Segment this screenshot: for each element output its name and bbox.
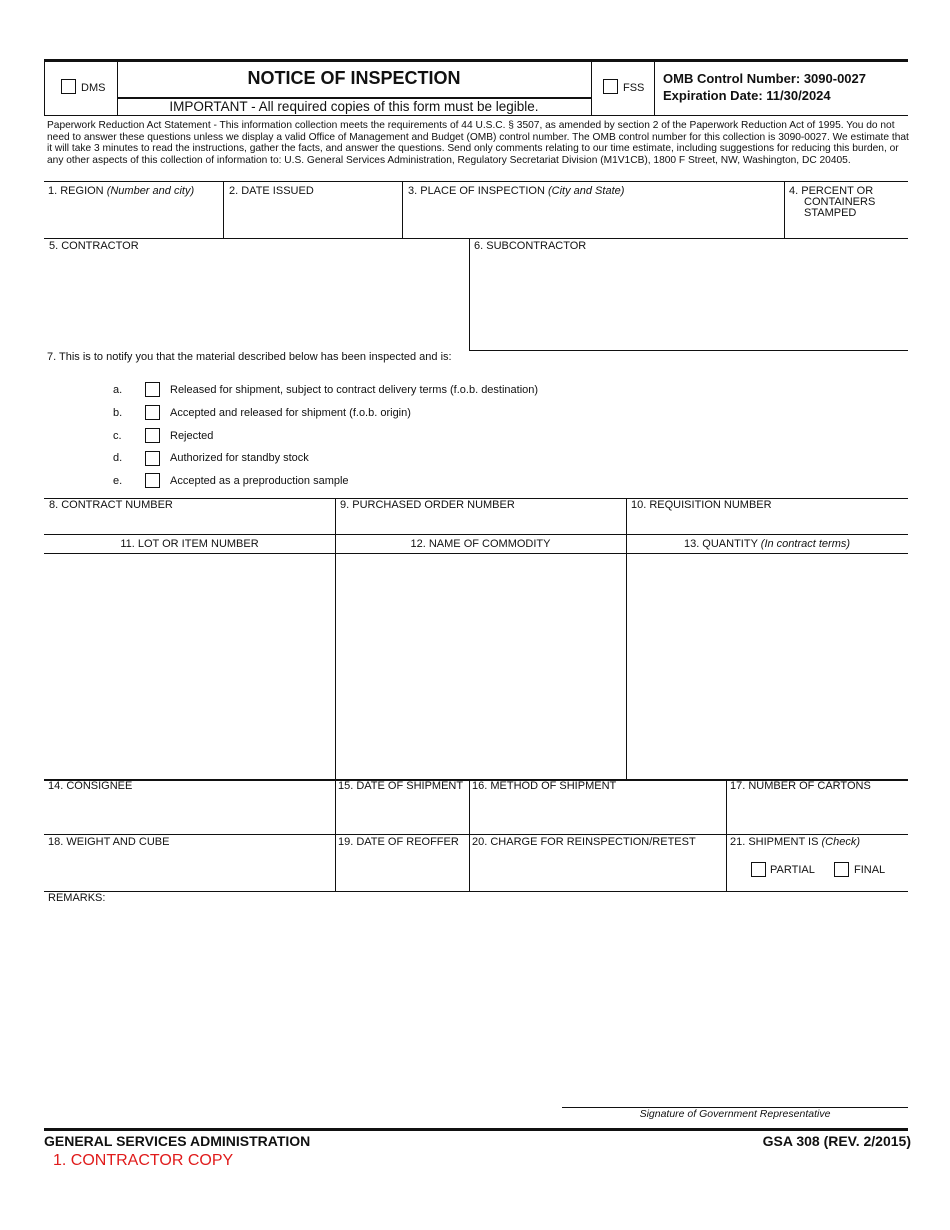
field-2-date-issued-input[interactable]: [224, 198, 401, 237]
field-1-region-label: 1. REGION (Number and city): [48, 185, 195, 197]
option-checkbox[interactable]: [145, 428, 160, 443]
option-letter: c.: [113, 430, 122, 442]
field-2-date-issued-label: 2. DATE ISSUED: [229, 185, 314, 197]
remarks-input[interactable]: [45, 906, 907, 1101]
field-19-reoffer-date-label: 19. DATE OF REOFFER: [338, 836, 459, 848]
field-10-requisition-input[interactable]: [627, 512, 907, 533]
field-10-requisition-label: 10. REQUISITION NUMBER: [631, 499, 772, 511]
option-letter: a.: [113, 384, 123, 396]
row3-bottom-rule: [44, 534, 908, 535]
form-number: GSA 308 (REV. 2/2015): [762, 1133, 911, 1149]
field-17-cartons-input[interactable]: [727, 794, 907, 833]
legibility-notice: IMPORTANT - All required copies of this form must be legible.: [169, 99, 539, 114]
field-8-contract-number-label: 8. CONTRACT NUMBER: [49, 499, 173, 511]
field-6-subcontractor-input[interactable]: [470, 254, 907, 349]
field-15-ship-date-label: 15. DATE OF SHIPMENT: [338, 780, 464, 792]
field-6-subcontractor-label: 6. SUBCONTRACTOR: [474, 240, 587, 252]
copy-designation: 1. CONTRACTOR COPY: [53, 1152, 234, 1169]
option-text: Accepted as a preproduction sample: [170, 475, 349, 487]
field-4-percent-label-1: 4. PERCENT OR: [789, 185, 874, 197]
column-11-lot-item-header: 11. LOT OR ITEM NUMBER: [120, 538, 259, 550]
header-divider-3: [654, 60, 655, 116]
option-letter: b.: [113, 407, 123, 419]
final-checkbox[interactable]: [834, 862, 849, 877]
column-13-quantity-header: 13. QUANTITY (In contract terms): [683, 538, 851, 550]
remarks-label: REMARKS:: [48, 892, 106, 904]
field-18-weight-cube-input[interactable]: [45, 850, 334, 890]
signature-label: Signature of Government Representative: [639, 1108, 831, 1120]
field-21-shipment-label: 21. SHIPMENT IS (Check): [730, 836, 861, 848]
option-checkbox[interactable]: [145, 473, 160, 488]
column-12-commodity-input[interactable]: [336, 555, 625, 778]
field-9-purchase-order-input[interactable]: [336, 512, 625, 533]
field-3-place-label: 3. PLACE OF INSPECTION (City and State): [408, 185, 625, 197]
field-3-place-input[interactable]: [403, 198, 783, 237]
partial-label: PARTIAL: [770, 864, 815, 876]
column-11-lot-item-input[interactable]: [45, 555, 334, 778]
option-checkbox[interactable]: [145, 405, 160, 420]
dms-label: DMS: [81, 82, 106, 94]
table-header-rule: [44, 553, 908, 554]
field-9-purchase-order-label: 9. PURCHASED ORDER NUMBER: [340, 499, 515, 511]
header-divider-2: [591, 60, 592, 116]
omb-control-number: OMB Control Number: 3090-0027: [663, 71, 866, 86]
row2-bottom-rule: [469, 350, 908, 351]
dms-checkbox[interactable]: [61, 79, 76, 94]
field-14-consignee-input[interactable]: [45, 794, 334, 833]
form-title: NOTICE OF INSPECTION: [247, 68, 461, 88]
row4-bottom-rule: [44, 834, 908, 835]
field-1-region-input[interactable]: [45, 198, 222, 237]
field-15-ship-date-input[interactable]: [336, 794, 468, 833]
field-19-reoffer-date-input[interactable]: [336, 850, 468, 890]
field-18-weight-cube-label: 18. WEIGHT AND CUBE: [48, 836, 170, 848]
top-border: [44, 59, 908, 62]
row1-bottom-rule: [44, 238, 908, 239]
header-left-edge: [44, 60, 45, 116]
field-16-ship-method-label: 16. METHOD OF SHIPMENT: [472, 780, 617, 792]
column-13-quantity-input[interactable]: [627, 555, 907, 778]
row1-top-rule: [44, 181, 908, 182]
field-14-consignee-label: 14. CONSIGNEE: [48, 780, 133, 792]
option-text: Rejected: [170, 430, 214, 442]
option-text: Accepted and released for shipment (f.o.b. origin): [170, 407, 411, 419]
partial-checkbox[interactable]: [751, 862, 766, 877]
option-letter: e.: [113, 475, 123, 487]
fss-checkbox[interactable]: [603, 79, 618, 94]
field-20-charge-label: 20. CHARGE FOR REINSPECTION/RETEST: [472, 836, 696, 848]
column-12-commodity-header: 12. NAME OF COMMODITY: [410, 538, 551, 550]
agency-name: GENERAL SERVICES ADMINISTRATION: [44, 1133, 311, 1149]
field-7-notification-label: 7. This is to notify you that the material described below has been inspected and is:: [47, 351, 452, 363]
option-text: Released for shipment, subject to contract delivery terms (f.o.b. destination): [170, 384, 539, 396]
fss-label: FSS: [623, 82, 645, 94]
field-4-percent-input[interactable]: [785, 219, 907, 237]
field-4-percent-label-3: STAMPED: [804, 207, 857, 219]
field-20-charge-input[interactable]: [470, 850, 725, 890]
field-16-ship-method-input[interactable]: [470, 794, 725, 833]
row5-bottom-rule: [44, 891, 908, 892]
footer-rule: [44, 1128, 908, 1131]
field-4-percent-label-2: CONTAINERS: [804, 196, 876, 208]
field-17-cartons-label: 17. NUMBER OF CARTONS: [730, 780, 871, 792]
option-checkbox[interactable]: [145, 382, 160, 397]
option-letter: d.: [113, 452, 123, 464]
header-bottom-rule: [44, 115, 908, 116]
option-checkbox[interactable]: [145, 451, 160, 466]
field-8-contract-number-input[interactable]: [45, 512, 334, 533]
paperwork-reduction-statement: Paperwork Reduction Act Statement - This information collection meets the requirements of 44 U.S.C. § 3507, as amended by section 2 of the Paperwork Reduction Act of 1995. You do not need to answer these questions unless we display a valid Office of Management and Budget (OMB) control number. The OMB control number for this collection is 3090-0027. We estimate that it will take 3 minutes to read the instructions, gather the facts, and answer the questions. Send only comments relating to our time estimate, including suggestions for reducing this burden, or any other aspects of this collection of information to: U.S. General Services Administration, Regulatory Secretariat Division (M1V1CB), 1800 F Street, NW, Washington, DC 20405.: [47, 120, 909, 166]
field-5-contractor-input[interactable]: [45, 254, 468, 349]
expiration-date: Expiration Date: 11/30/2024: [663, 88, 831, 103]
field-5-contractor-label: 5. CONTRACTOR: [49, 240, 139, 252]
option-text: Authorized for standby stock: [170, 452, 309, 464]
final-label: FINAL: [854, 864, 886, 876]
